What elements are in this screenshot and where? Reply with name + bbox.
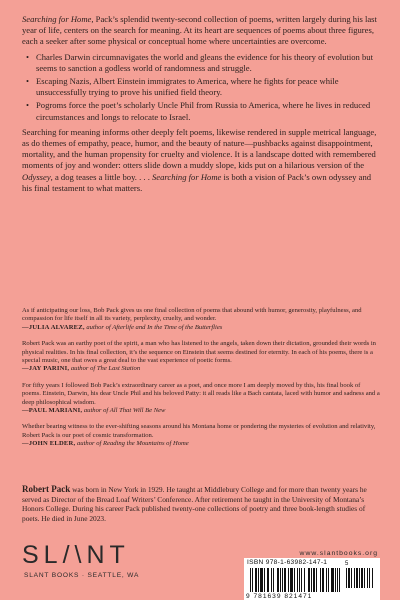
publisher-website: www.slantbooks.org <box>299 550 378 557</box>
isbn-label: ISBN 978-1-63982-147-1 <box>247 559 328 566</box>
intro-text-2c: is both a vision of Pack’s own odyssey and his final testament to what matters. <box>22 171 372 193</box>
intro-text-1: Pack’s splendid twenty-second collection of poems, written largely during his last year of life, centers on the search for meaning. At its heart are sequences of poems about three figures, each a seeker after some physical or conceptual home where uncertainties are overcome. <box>22 14 377 47</box>
blurb-attribution <box>22 440 380 448</box>
blurb-parini <box>22 340 380 374</box>
blurb-works: Afterlife and In the Time of the Butterflies <box>112 323 223 331</box>
blurb-text: Robert Pack was an earthy poet of the spirit, a man who has listened to the angels, taken down their dictation, grounded their words in physical realities. In his final collection, it’s the sequence on Einstein that seems destined for eternity. In each of his poems, there is a special music, one that owes a great deal to the vast experience of poetic forms. <box>22 340 376 365</box>
odyssey-title: Odyssey <box>22 171 51 182</box>
barcode-bars <box>250 568 342 592</box>
blurb-mariani <box>22 382 380 416</box>
list-item-darwin: • Charles Darwin circumnavigates the world and gleans the evidence for his theory of evolution but seems to sanction a godless world of randomness and struggle. <box>36 52 380 74</box>
book-description <box>22 14 380 194</box>
blurb-attribution <box>22 407 380 415</box>
blurb-text: As if anticipating our loss, Bob Pack gives us one final collection of poems that abound with humor, generosity, playfulness, and compassion for life itself in all its variety, perplexity, cruelty, and wonder. <box>22 307 362 323</box>
figure-list <box>22 52 380 123</box>
list-item-einstein: • Escaping Nazis, Albert Einstein immigrates to America, where he fights for peace while unsuccessfully trying to prove his unified field theory. <box>36 76 380 98</box>
publisher-logo: SL/\NT <box>22 541 130 569</box>
blurb-elder <box>22 423 380 448</box>
barcode-number: 9 781639 821471 <box>246 593 313 600</box>
list-item-uncle-phil: • Pogroms force the poet’s scholarly Uncle Phil from Russia to America, where he lives in reduced circumstances and longs to relocate to Israel. <box>36 100 380 122</box>
endorsements <box>22 307 380 457</box>
blurb-works: Reading the Mountains of Home <box>103 440 189 448</box>
blurb-author: —PAUL MARIANI, <box>22 407 83 415</box>
barcode <box>244 558 380 600</box>
author-bio <box>22 485 380 523</box>
blurb-author: —JOHN ELDER, <box>22 440 76 448</box>
publisher-name: SLANT BOOKS · SEATTLE, WA <box>24 572 140 579</box>
barcode-addon-number: 5 <box>345 561 349 567</box>
intro-paragraph-1 <box>22 14 380 48</box>
book-title: Searching for Home, <box>22 14 94 24</box>
bio-text: was born in New York in 1929. He taught at Middlebury College and for more than twenty years he served as Director of the Bread Loaf Writers’ Conference. After retirement he taught in the University of Montana’s Honors College. During his career Pack published twenty-one collections of poetry and three book-length studies of poets. He died in June 2023. <box>22 485 367 523</box>
intro-paragraph-2 <box>22 127 380 194</box>
book-title-2: Searching for Home <box>152 171 222 182</box>
intro-text-2a: Searching for meaning informs other deeply felt poems, likewise rendered in supple metrical language, as do themes of empathy, peace, humor, and the beauty of nature—pushbacks against disappointment, mortality, and the human propensity for cruelty and violence. It is a landscape dotted with remembered moments of joy and wonder: otters slide down a muddy slope, kids put on a hilarious version of the <box>22 126 377 171</box>
blurb-works: The Last Station <box>96 365 141 373</box>
blurb-attribution <box>22 365 380 373</box>
blurb-text: Whether bearing witness to the ever-shifting seasons around his Montana home or pondering the mysteries of evolution and relativity, Robert Pack is our poet of cosmic transformation. <box>22 423 376 439</box>
author-of-label: author of <box>75 440 103 448</box>
blurb-author: —JAY PARINI, <box>22 365 70 373</box>
intro-text-2b: , a dog teases a little boy. . . . <box>50 171 152 182</box>
author-of-label: author of <box>82 407 110 415</box>
barcode-addon-bars <box>346 568 374 588</box>
blurb-author: —JULIA ALVAREZ, <box>22 323 85 331</box>
blurb-alvarez <box>22 307 380 332</box>
author-of-label: author of <box>69 365 97 373</box>
author-name: Robert Pack <box>22 484 71 494</box>
blurb-works: All That Will Be New <box>109 407 166 415</box>
author-of-label: author of <box>84 323 113 331</box>
blurb-text: For fifty years I followed Bob Pack’s extraordinary career as a poet, and once more I am deeply moved by this, his final book of poems. Einstein, Darwin, his dear Uncle Phil and his beloved Patty: it all reads like a Bach cantata, laced with humor and sadness and a deep philosophical wisdom. <box>22 381 380 406</box>
blurb-attribution <box>22 324 380 332</box>
